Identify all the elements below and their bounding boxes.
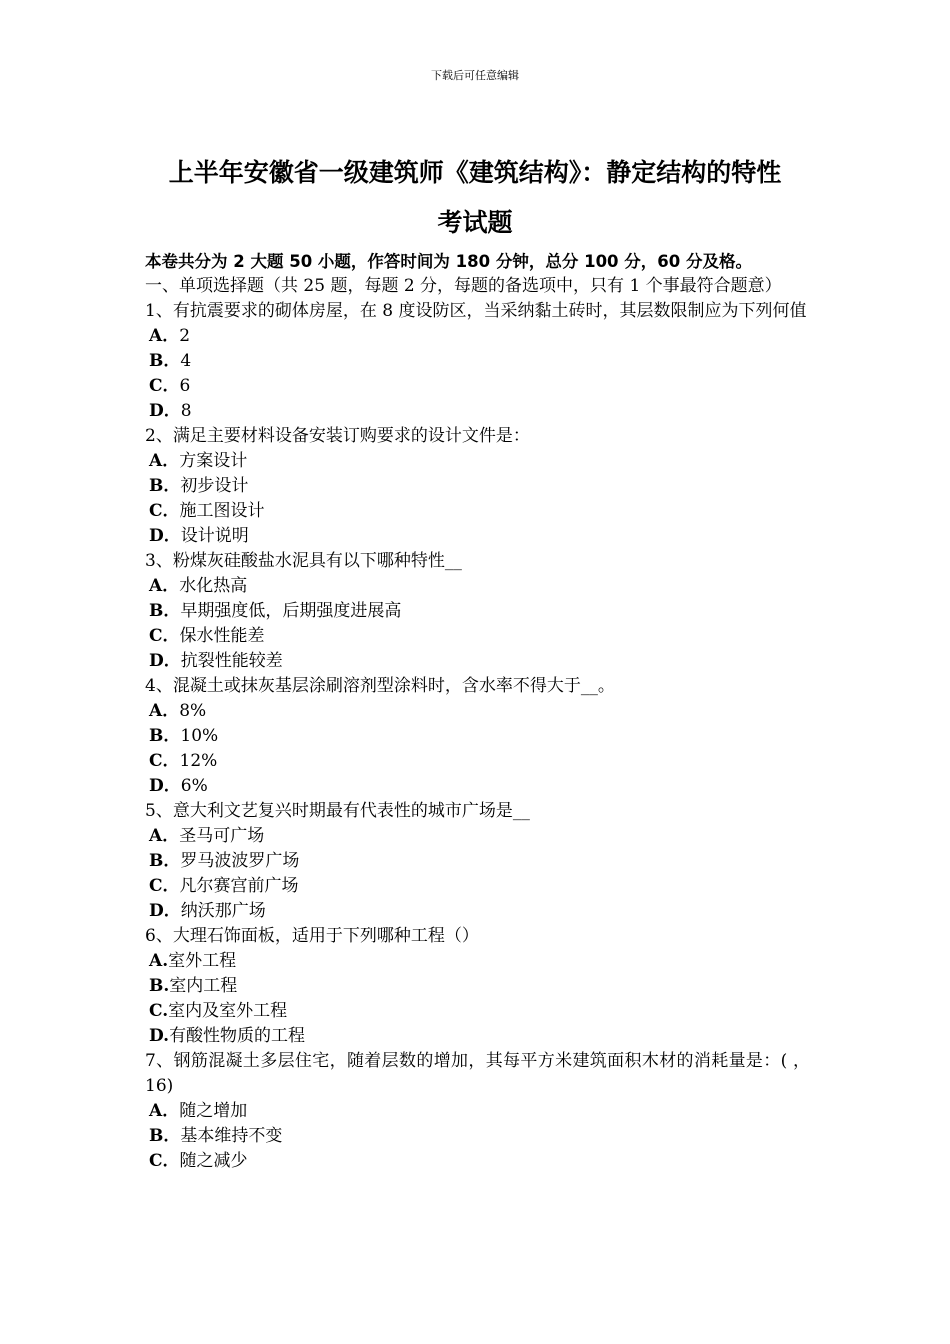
answer-option	[145, 1124, 810, 1149]
answer-option	[145, 449, 810, 474]
option-letter: A．	[149, 1101, 180, 1121]
answer-option	[145, 824, 810, 849]
answer-option	[145, 374, 810, 399]
question-text: 4、混凝土或抹灰基层涂刷溶剂型涂料时，含水率不得大于__。	[145, 676, 615, 696]
question-item	[145, 1049, 810, 1174]
option-letter: D.	[149, 1026, 170, 1046]
option-letter: B．	[149, 1126, 181, 1146]
option-letter: B．	[149, 476, 181, 496]
option-text: 2	[179, 326, 191, 346]
question-text: 3、粉煤灰硅酸盐水泥具有以下哪种特性__	[145, 551, 462, 571]
option-letter: A．	[149, 701, 180, 721]
option-letter: A.	[149, 951, 169, 971]
answer-option	[145, 774, 810, 799]
document-body	[145, 249, 810, 1174]
answer-option	[145, 574, 810, 599]
option-text: 8%	[179, 701, 207, 721]
option-letter: B．	[149, 726, 181, 746]
answer-option	[145, 974, 810, 999]
question-text: 6、大理石饰面板，适用于下列哪种工程（）	[145, 926, 479, 946]
option-text: 保水性能差	[179, 626, 265, 646]
title-line-2: 考试题	[437, 208, 513, 237]
option-letter: D．	[149, 401, 181, 421]
option-letter: A．	[149, 576, 180, 596]
option-text: 室外工程	[168, 951, 237, 971]
question-item	[145, 424, 810, 549]
option-text: 早期强度低，后期强度进展高	[180, 601, 402, 621]
answer-option	[145, 849, 810, 874]
answer-option	[145, 699, 810, 724]
answer-option	[145, 399, 810, 424]
option-text: 4	[180, 351, 192, 371]
option-text: 凡尔赛宫前广场	[179, 876, 299, 896]
exam-info: 本卷共分为 2 大题 50 小题，作答时间为 180 分钟，总分 100 分，60 分及格。	[145, 252, 752, 271]
option-text: 初步设计	[180, 476, 249, 496]
option-letter: D．	[149, 776, 181, 796]
option-text: 室内工程	[169, 976, 238, 996]
option-text: 基本维持不变	[180, 1126, 283, 1146]
title-line-1: 上半年安徽省一级建筑师《建筑结构》：静定结构的特性	[168, 158, 782, 187]
option-text: 纳沃那广场	[180, 901, 266, 921]
answer-option	[145, 749, 810, 774]
option-letter: A．	[149, 451, 180, 471]
document-title	[100, 148, 850, 248]
option-letter: C．	[149, 876, 180, 896]
option-letter: A．	[149, 326, 180, 346]
question-text: 1、有抗震要求的砌体房屋，在 8 度设防区，当采纳黏土砖时，其层数限制应为下列何值	[145, 301, 807, 321]
option-text: 设计说明	[180, 526, 249, 546]
option-letter: C．	[149, 1151, 180, 1171]
option-text: 室内及室外工程	[168, 1001, 288, 1021]
answer-option	[145, 349, 810, 374]
answer-option	[145, 524, 810, 549]
question-item	[145, 924, 810, 1049]
option-text: 随之增加	[179, 1101, 248, 1121]
question-item	[145, 674, 810, 799]
option-letter: B．	[149, 601, 181, 621]
option-text: 6%	[180, 776, 208, 796]
option-text: 方案设计	[179, 451, 248, 471]
answer-option	[145, 474, 810, 499]
option-text: 随之减少	[179, 1151, 248, 1171]
option-letter: C.	[149, 1001, 169, 1021]
option-text: 施工图设计	[179, 501, 265, 521]
option-text: 6	[179, 376, 191, 396]
option-text: 8	[180, 401, 192, 421]
header-note: 下载后可任意编辑	[431, 69, 519, 82]
option-text: 抗裂性能较差	[180, 651, 283, 671]
answer-option	[145, 649, 810, 674]
question-item	[145, 299, 810, 424]
option-letter: C．	[149, 751, 180, 771]
question-list	[145, 299, 810, 1174]
answer-option	[145, 949, 810, 974]
option-letter: B．	[149, 851, 181, 871]
option-letter: C．	[149, 501, 180, 521]
answer-option	[145, 899, 810, 924]
option-letter: D．	[149, 651, 181, 671]
question-text: 5、意大利文艺复兴时期最有代表性的城市广场是__	[145, 801, 530, 821]
answer-option	[145, 599, 810, 624]
answer-option	[145, 874, 810, 899]
answer-option	[145, 1099, 810, 1124]
option-text: 10%	[180, 726, 219, 746]
section-heading: 一、单项选择题（共 25 题，每题 2 分，每题的备选项中，只有 1 个事最符合题意）	[145, 276, 782, 296]
option-letter: D．	[149, 526, 181, 546]
answer-option	[145, 999, 810, 1024]
option-letter: C．	[149, 626, 180, 646]
option-letter: B.	[149, 976, 170, 996]
answer-option	[145, 1024, 810, 1049]
option-text: 罗马波波罗广场	[180, 851, 300, 871]
option-text: 12%	[179, 751, 218, 771]
option-text: 有酸性物质的工程	[169, 1026, 306, 1046]
option-text: 圣马可广场	[179, 826, 265, 846]
question-item	[145, 549, 810, 674]
option-letter: A．	[149, 826, 180, 846]
question-text: 2、满足主要材料设备安装订购要求的设计文件是：	[145, 426, 530, 446]
question-item	[145, 799, 810, 924]
option-text: 水化热高	[179, 576, 248, 596]
question-text: 7、钢筋混凝土多层住宅，随着层数的增加，其每平方米建筑面积木材的消耗量是：( ，16)	[145, 1051, 810, 1096]
option-letter: B．	[149, 351, 181, 371]
answer-option	[145, 499, 810, 524]
answer-option	[145, 324, 810, 349]
option-letter: C．	[149, 376, 180, 396]
option-letter: D．	[149, 901, 181, 921]
answer-option	[145, 624, 810, 649]
answer-option	[145, 724, 810, 749]
answer-option	[145, 1149, 810, 1174]
